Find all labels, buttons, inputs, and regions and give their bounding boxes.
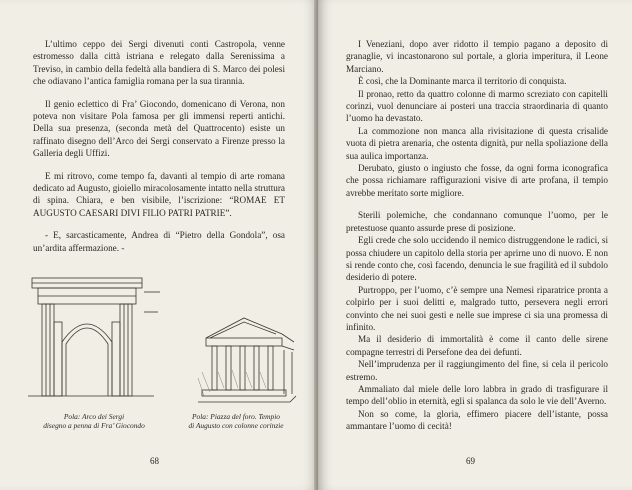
paragraph: Egli crede che solo uccidendo il nemico distruggendone le radici, si possa chiudere un capitolo della storia per aprirne uno di nuovo. E non si rende conto che, così facendo, denuncia le sue fragilità ed il subdolo desiderio di potere.	[346, 235, 608, 283]
paragraph: Sterili polemiche, che condannano comunque l’uomo, per le pretestuose quanto assurde prese di posizione.	[346, 210, 608, 233]
temple-of-augustus-drawing	[196, 312, 300, 408]
paragraph: La commozione non manca alla rivisitazione di questa crisalide vuota di pietra arenaria, che ostenta dignità, pur nella spoliazione della sua aulica importanza.	[346, 125, 608, 161]
caption-line: Pola: Arco dei Sergi	[63, 412, 125, 421]
caption-line: Pola: Piazza del foro. Tempio	[192, 412, 280, 421]
paragraph: Il pronao, retto da quattro colonne di marmo screziato con capitelli corinzi, vuol denunciare ai posteri una traccia straordinaria di quanto l’uomo ha devastato.	[346, 88, 608, 124]
paragraph: Nell’imprudenza per il raggiungimento del fine, si cela il pericolo estremo.	[346, 359, 608, 382]
left-page-text	[33, 38, 285, 254]
paragraph: Il genio eclettico di Fra’ Giocondo, domenicano di Verona, non poteva non visitare Pola famosa per gli immensi reperti antichi. Della sua presenza, (seconda metà del Quattrocento) esiste un raffinato disegno dell’Arco dei Sergi conservato a Firenze presso la Galleria degli Uffizi.	[33, 98, 285, 159]
paragraph: Purtroppo, per l’uomo, c’è sempre una Nemesi riparatrice pronta a colpirlo per i suoi delitti e, malgrado tutto, persevera negli errori convinto che nei suoi gesti e nelle sue imprese ci sia una promessa di infinito.	[346, 284, 608, 332]
paragraph: Ma il desiderio di immortalità è come il canto delle sirene compagne terrestri di Persefone dea dei defunti.	[346, 334, 608, 357]
caption-arch	[20, 412, 168, 430]
right-page	[318, 0, 632, 490]
illustrations	[20, 272, 300, 442]
page-number: 69	[466, 456, 475, 466]
paragraph: È così, che la Dominante marca il territorio di conquista.	[358, 76, 567, 87]
arch-of-sergi-drawing	[24, 272, 164, 400]
paragraph: E mi ritrovo, come tempo fa, davanti al tempio di arte romana dedicato ad Augusto, gioiello miracolosamente intatto nella struttura di spina. Chiara, e ben visibile, l’iscrizione: “ROMAE ET AUGUSTO CAESARI DIVI FILIO PATRI PATRIE”.	[33, 170, 285, 218]
paragraph: Non so come, la gloria, effimero piacere dell’istante, possa ammantare l’uomo di cecità!	[346, 408, 608, 432]
caption-temple	[172, 412, 300, 430]
paragraph: I Veneziani, dopo aver ridotto il tempio pagano a deposito di granaglie, vi incastonarono sul portale, a gloria imperitura, il Leone Marciano.	[346, 39, 608, 74]
right-page-text	[346, 38, 608, 433]
paragraph: Ammaliato dal miele delle loro labbra in grado di trasfigurare il tempo dell’oblio in eternità, egli si spalanca da solo le vie dell’Averno.	[346, 383, 608, 407]
paragraph: Derubato, giusto o ingiusto che fosse, da ogni forma iconografica che possa richiamare raffigurazioni visive di arte profana, il tempio avrebbe meritato sorte migliore.	[346, 163, 608, 198]
paragraph: L’ultimo ceppo dei Sergi divenuti conti Castropola, venne estromesso dalla città istriana e relegato dalla Serenissima a Treviso, in cambio della fedeltà alla bandiera di S. Marco dei polesi che odiavano l’antica famiglia romana per la sua tirannia.	[33, 39, 285, 87]
paragraph: - E, sarcasticamente, Andrea di “Pietro della Gondola”, osa un’ardita affermazione. -	[33, 230, 285, 253]
page-number: 68	[150, 456, 159, 466]
caption-line: di Augusto con colonne corinzie	[188, 421, 284, 430]
caption-line: disegno a penna di Fra’ Giocondo	[43, 421, 145, 430]
